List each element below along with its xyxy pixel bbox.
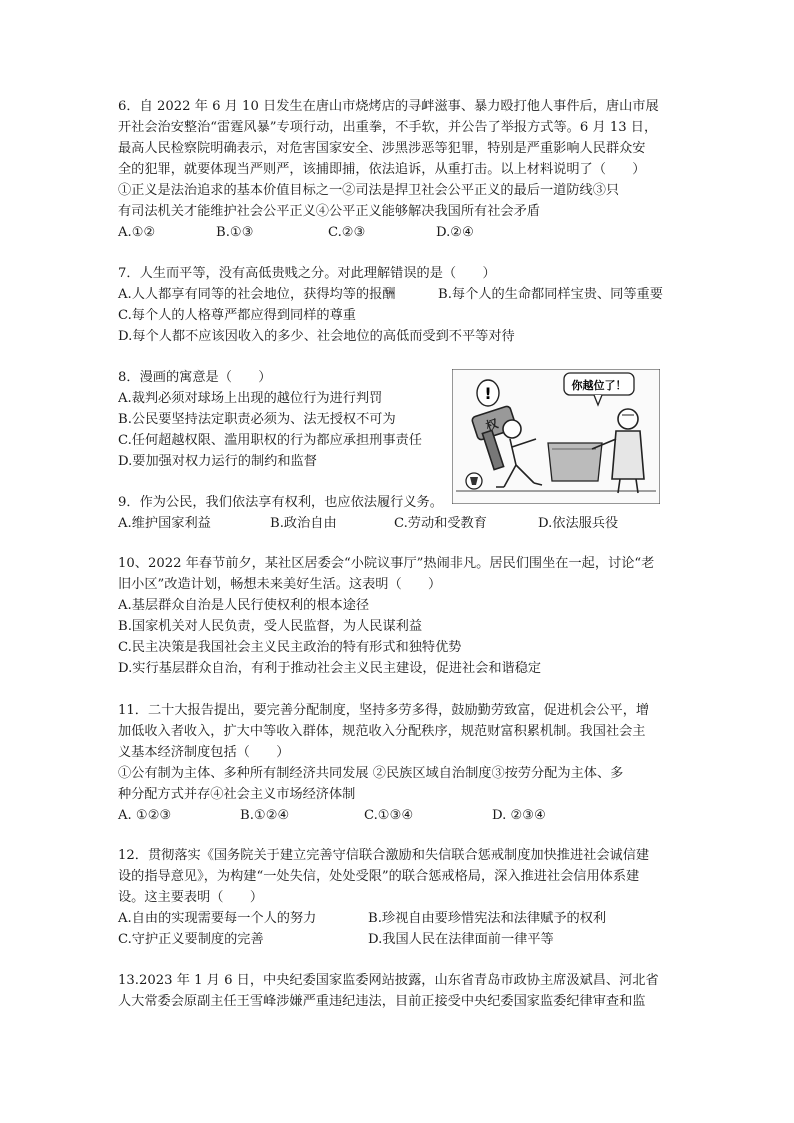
question-7-stem: 7．人生而平等，没有高低贵贱之分。对此理解错误的是（ ） [118,266,496,281]
option-d: D.每个人都不应该因收入的多少、社会地位的高低而受到不平等对待 [118,329,515,344]
question-11-line: 加低收入者收入，扩大中等收入群体，规范收入分配秩序，规范财富积累机制。我国社会主 [118,724,646,739]
question-6-options [118,222,684,243]
option-a: A.①② [118,225,156,240]
question-6-line: 有司法机关才能维护社会公平正义④公平正义能够解决我国所有社会矛盾 [118,204,540,219]
option-c: C.每个人的人格尊严都应得到同样的尊重 [118,308,356,323]
question-10-line: 10、2022 年春节前夕，某社区居委会“小院议事厅”热闹非凡。居民们围坐在一起，讨论“老 [118,556,655,571]
question-7-options-ab [118,284,684,305]
question-12-line: 12．贯彻落实《国务院关于建立完善守信联合激励和失信联合惩戒制度加快推进社会诚信建 [118,848,650,863]
option-a: A.基层群众自治是人民行使权利的根本途径 [118,598,370,613]
question-13-line: 13.2023 年 1 月 6 日，中央纪委国家监委网站披露，山东省青岛市政协主席汲斌昌、河北省 [118,973,659,988]
option-d: D.依法服兵役 [538,516,619,531]
option-d: D.我国人民在法律面前一律平等 [368,932,554,947]
soccer-ball [466,473,482,489]
question-6-line: 全的犯罪，就要体现当严则严，该捕即捕，依法追诉，从重打击。以上材料说明了（ ） [118,162,646,177]
cartoon-image [452,369,660,504]
option-b: B.①③ [216,225,254,240]
question-6 [118,96,684,243]
cartoon-illustration [452,369,660,504]
question-6-line: 开社会治安整治“雷霆风暴”专项行动，出重拳，不手软，并公告了举报方式等。6 月 13 日， [118,120,658,135]
question-7 [118,263,684,347]
question-6-line: ①正义是法治追求的基本价值目标之一②司法是捍卫社会公平正义的最后一道防线③只 [118,183,620,198]
question-9 [118,492,684,534]
hammer-label: 权 [484,416,500,434]
option-d: D.要加强对权力运行的制约和监督 [118,454,317,469]
question-11-line: 11．二十大报告提出，要完善分配制度，坚持多劳多得，鼓励勤劳致富，促进机会公平，增 [118,703,650,718]
option-a: A.维护国家利益 [118,516,211,531]
question-10-line: 旧小区”改造计划，畅想未来美好生活。这表明（ ） [118,577,442,592]
option-a: A.自由的实现需要每一个人的努力 [118,911,317,926]
option-d: D.实行基层群众自治，有利于推动社会主义民主建设，促进社会和谐稳定 [118,661,542,676]
question-8-stem: 8．漫画的寓意是（ ） [118,370,272,385]
option-a: A. ①②③ [118,808,172,823]
option-a: A.人人都享有同等的社会地位，获得均等的报酬 [118,287,396,302]
question-11-line: ①公有制为主体、多种所有制经济共同发展 ②民族区域自治制度③按劳分配为主体、多 [118,766,624,781]
question-11 [118,700,684,826]
option-c: C.民主决策是我国社会主义民主政治的特有形式和独特优势 [118,640,462,655]
option-b: B.珍视自由要珍惜宪法和法律赋予的权利 [368,911,607,926]
option-c: C.劳动和受教育 [394,516,487,531]
question-13 [118,970,684,1012]
question-12-options-cd [118,929,684,950]
question-13-line: 人大常委会原副主任王雪峰涉嫌严重违纪违法，目前正接受中央纪委国家监委纪律审查和监 [118,994,646,1009]
question-9-options [118,513,684,534]
option-b: B.每个人的生命都同样宝贵、同等重要 [438,287,663,302]
question-6-line: 最高人民检察院明确表示，对危害国家安全、涉黑涉恶等犯罪，特别是严重影响人民群众安 [118,141,646,156]
question-6-line: 6．自 2022 年 6 月 10 日发生在唐山市烧烤店的寻衅滋事、暴力殴打他人事件后，唐山市展 [118,99,659,114]
option-c: C.任何超越权限、滥用职权的行为都应承担刑事责任 [118,433,422,448]
question-12-line: 设。这主要表明（ ） [118,890,264,905]
option-c: C.守护正义要制度的完善 [118,932,264,947]
option-c: C.②③ [328,225,366,240]
question-11-options [118,805,684,826]
exclamation-bubble [477,380,499,406]
option-b: B.①②④ [240,808,290,823]
option-a: A.裁判必须对球场上出现的越位行为进行判罚 [118,391,383,406]
question-11-line: 义基本经济制度包括（ ） [118,745,290,760]
exclamation-text: ! [484,384,492,403]
question-9-stem: 9．作为公民，我们依法享有权利，也应依法履行义务。 [118,495,443,510]
option-d: D.②④ [436,225,474,240]
option-c: C.①③④ [364,808,414,823]
option-b: B.政治自由 [270,516,337,531]
option-d: D. ②③④ [492,808,546,823]
question-11-line: 种分配方式并存④社会主义市场经济体制 [118,787,356,802]
speech-text: 你越位了！ [571,379,627,392]
question-8 [118,367,448,472]
question-12-options-ab [118,908,684,929]
option-b: B.公民要坚持法定职责必须为、法无授权不可为 [118,412,396,427]
question-12 [118,845,684,950]
question-10 [118,553,684,679]
option-b: B.国家机关对人民负责，受人民监督，为人民谋利益 [118,619,423,634]
question-12-line: 设的指导意见》，为构建“一处失信，处处受限”的联合惩戒格局，深入推进社会信用体系建 [118,869,640,884]
